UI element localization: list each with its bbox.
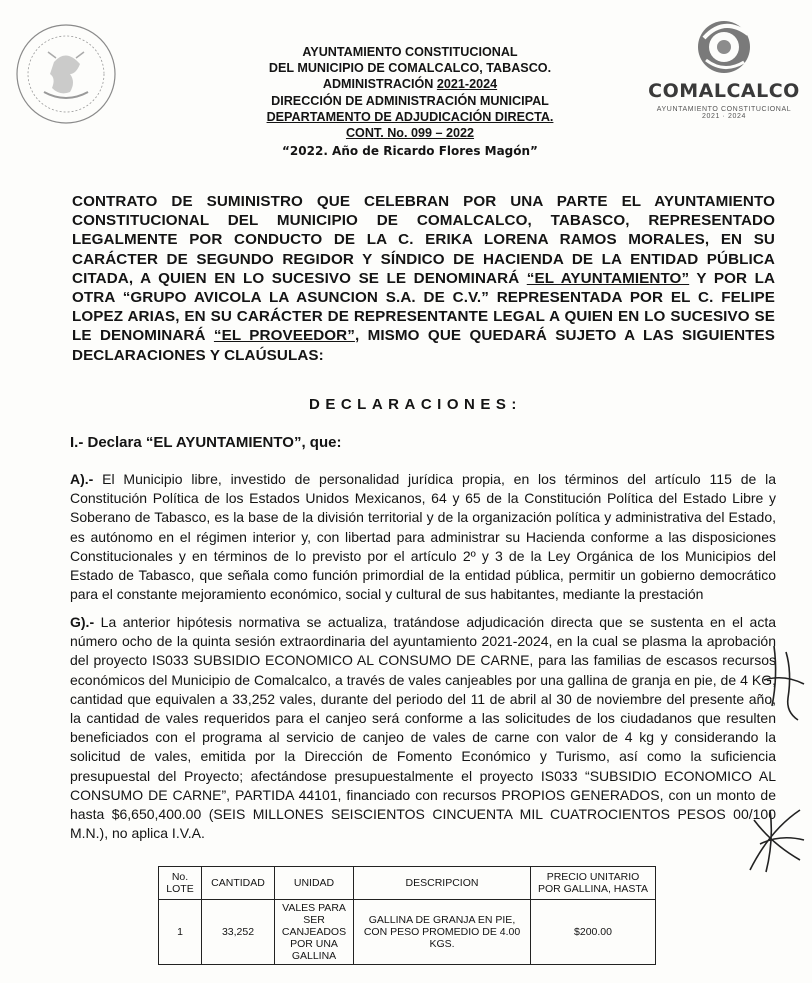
declaraciones-heading: DECLARACIONES: <box>309 396 522 413</box>
logo-wordmark: COMALCALCO <box>648 80 800 102</box>
cell-descripcion: GALLINA DE GRANJA EN PIE, CON PESO PROMEDIO DE 4.00 KGS. <box>354 900 531 965</box>
header-line-2: DEL MUNICIPIO DE COMALCALCO, TABASCO. <box>268 61 552 76</box>
handwritten-signature-1 <box>756 640 812 730</box>
col-header-precio: PRECIO UNITARIO POR GALLINA, HASTA <box>531 867 656 900</box>
col-header-unidad: UNIDAD <box>275 867 354 900</box>
header-line-1: AYUNTAMIENTO CONSTITUCIONAL <box>302 45 518 59</box>
cell-unidad: VALES PARA SER CANJEADOS POR UNA GALLINA <box>275 900 354 965</box>
cell-lote: 1 <box>159 900 202 965</box>
table-header-row <box>159 867 656 900</box>
header-line-5: DEPARTAMENTO DE ADJUDICACIÓN DIRECTA. <box>266 109 554 124</box>
col-header-descripcion: DESCRIPCION <box>354 867 531 900</box>
paragraph-g: G).- La anterior hipótesis normativa se actualiza, tratándose adjudicación directa que se sustenta en el acta número ocho de la quinta sesión extraordinaria del ayuntamiento 2021-2024, en la cual se plasma la aprobación del proyecto IS033 SUBSIDIO ECONOMICO AL CONSUMO DE CARNE, para las familias de escasos recursos económicos del Municipio de Comalcalco, a través de vales canjeables por una gallina de granja en pie, de 4 KG, cantidad que equivalen a 33,252 vales, durante del periodo del 11 de abril al 30 de noviembre del presente año, la cantidad de vales requeridos para el canjeo será conforme a las solicitudes de los ciudadanos que resulten beneficiados con el programa al servicio de canjeo de vales de carne con valor de 4 kg y considerando la solicitud de vales, emitida por la Dirección de Fomento Económico y Turismo, así como la suficiencia presupuestal del Proyecto; afectándose presupuestalmente el proyecto IS033 “SUBSIDIO ECONOMICO AL CONSUMO DE CARNE”, PARTIDA 44101, financiado con recursos PROPIOS GENERADOS, con un monto de hasta $6,650,400.00 (SEIS MILLONES SEISCIENTOS CINCUENTA MIL CUATROCIENTOS PESOS 00/100 M.N.), no aplica I.V.A. <box>70 614 776 842</box>
contract-number: CONT. No. 099 – 2022 <box>345 126 475 141</box>
cell-cantidad: 33,252 <box>202 900 275 965</box>
logo-years: 2021 · 2024 <box>702 113 746 120</box>
header-line-4: DIRECCIÓN DE ADMINISTRACIÓN MUNICIPAL <box>271 93 549 108</box>
term-el-ayuntamiento: “EL AYUNTAMIENTO” <box>526 269 690 287</box>
paragraph-a: A).- El Municipio libre, investido de personalidad jurídica propia, en los términos del artículo 115 de la Constitución Política de los Estados Unidos Mexicanos, 64 y 65 de la Constitución Política del Estado Libre y Soberano de Tabasco, es la base de la división territorial y de la organización política y administrativa del Estado, es autónomo en el régimen interior y, con libertad para administrar su Hacienda conforme a las disposiciones Constitucionales y en términos de lo previsto por el artículo 2º y 3 de la Ley Orgánica de los Municipios del Estado de Tabasco, que señala como función primordial de la entidad pública, permitir un gobierno democrático para el constante mejoramiento económico, social y cultural de sus habitantes, mediante la prestación <box>70 471 776 603</box>
section-1-title: I.- Declara “EL AYUNTAMIENTO”, que: <box>70 434 342 451</box>
lot-table <box>158 866 656 965</box>
coat-of-arms-seal-icon <box>14 22 118 126</box>
document-header <box>200 44 620 159</box>
circular-emblem-icon <box>692 16 756 78</box>
cell-precio: $200.00 <box>531 900 656 965</box>
logo-subtitle: AYUNTAMIENTO CONSTITUCIONAL <box>656 106 792 113</box>
header-line-3: ADMINISTRACIÓN 2021-2024 <box>322 77 498 92</box>
term-el-proveedor: “EL PROVEEDOR” <box>213 327 355 345</box>
col-header-lote: No. LOTE <box>159 867 202 900</box>
handwritten-signature-2 <box>740 800 812 880</box>
year-motto: “2022. Año de Ricardo Flores Magón” <box>282 144 538 159</box>
table-row <box>159 900 656 965</box>
col-header-cantidad: CANTIDAD <box>202 867 275 900</box>
comalcalco-logo <box>648 16 800 136</box>
contract-intro: CONTRATO DE SUMINISTRO QUE CELEBRAN POR UNA PARTE EL AYUNTAMIENTO CONSTITUCIONAL DEL MUNICIPIO DE COMALCALCO, TABASCO, REPRESENTADO LEGALMENTE POR CONDUCTO DE LA C. ERIKA LORENA RAMOS MORALES, EN SU CARÁCTER DE SEGUNDO REGIDOR Y SÍNDICO DE HACIENDA DE LA ENTIDAD PÚBLICA CITADA, A QUIEN EN LO SUCESIVO SE LE DENOMINARÁ “EL AYUNTAMIENTO” Y POR LA OTRA “GRUPO AVICOLA LA ASUNCION S.A. DE C.V.” REPRESENTADA POR EL C. FELIPE LOPEZ ARIAS, EN SU CARÁCTER DE REPRESENTANTE LEGAL A QUIEN EN LO SUCESIVO SE LE DENOMINARÁ “EL PROVEEDOR”, MISMO QUE QUEDARÁ SUJETO A LAS SIGUIENTES DECLARACIONES Y CLAÚSULAS: <box>72 193 776 364</box>
